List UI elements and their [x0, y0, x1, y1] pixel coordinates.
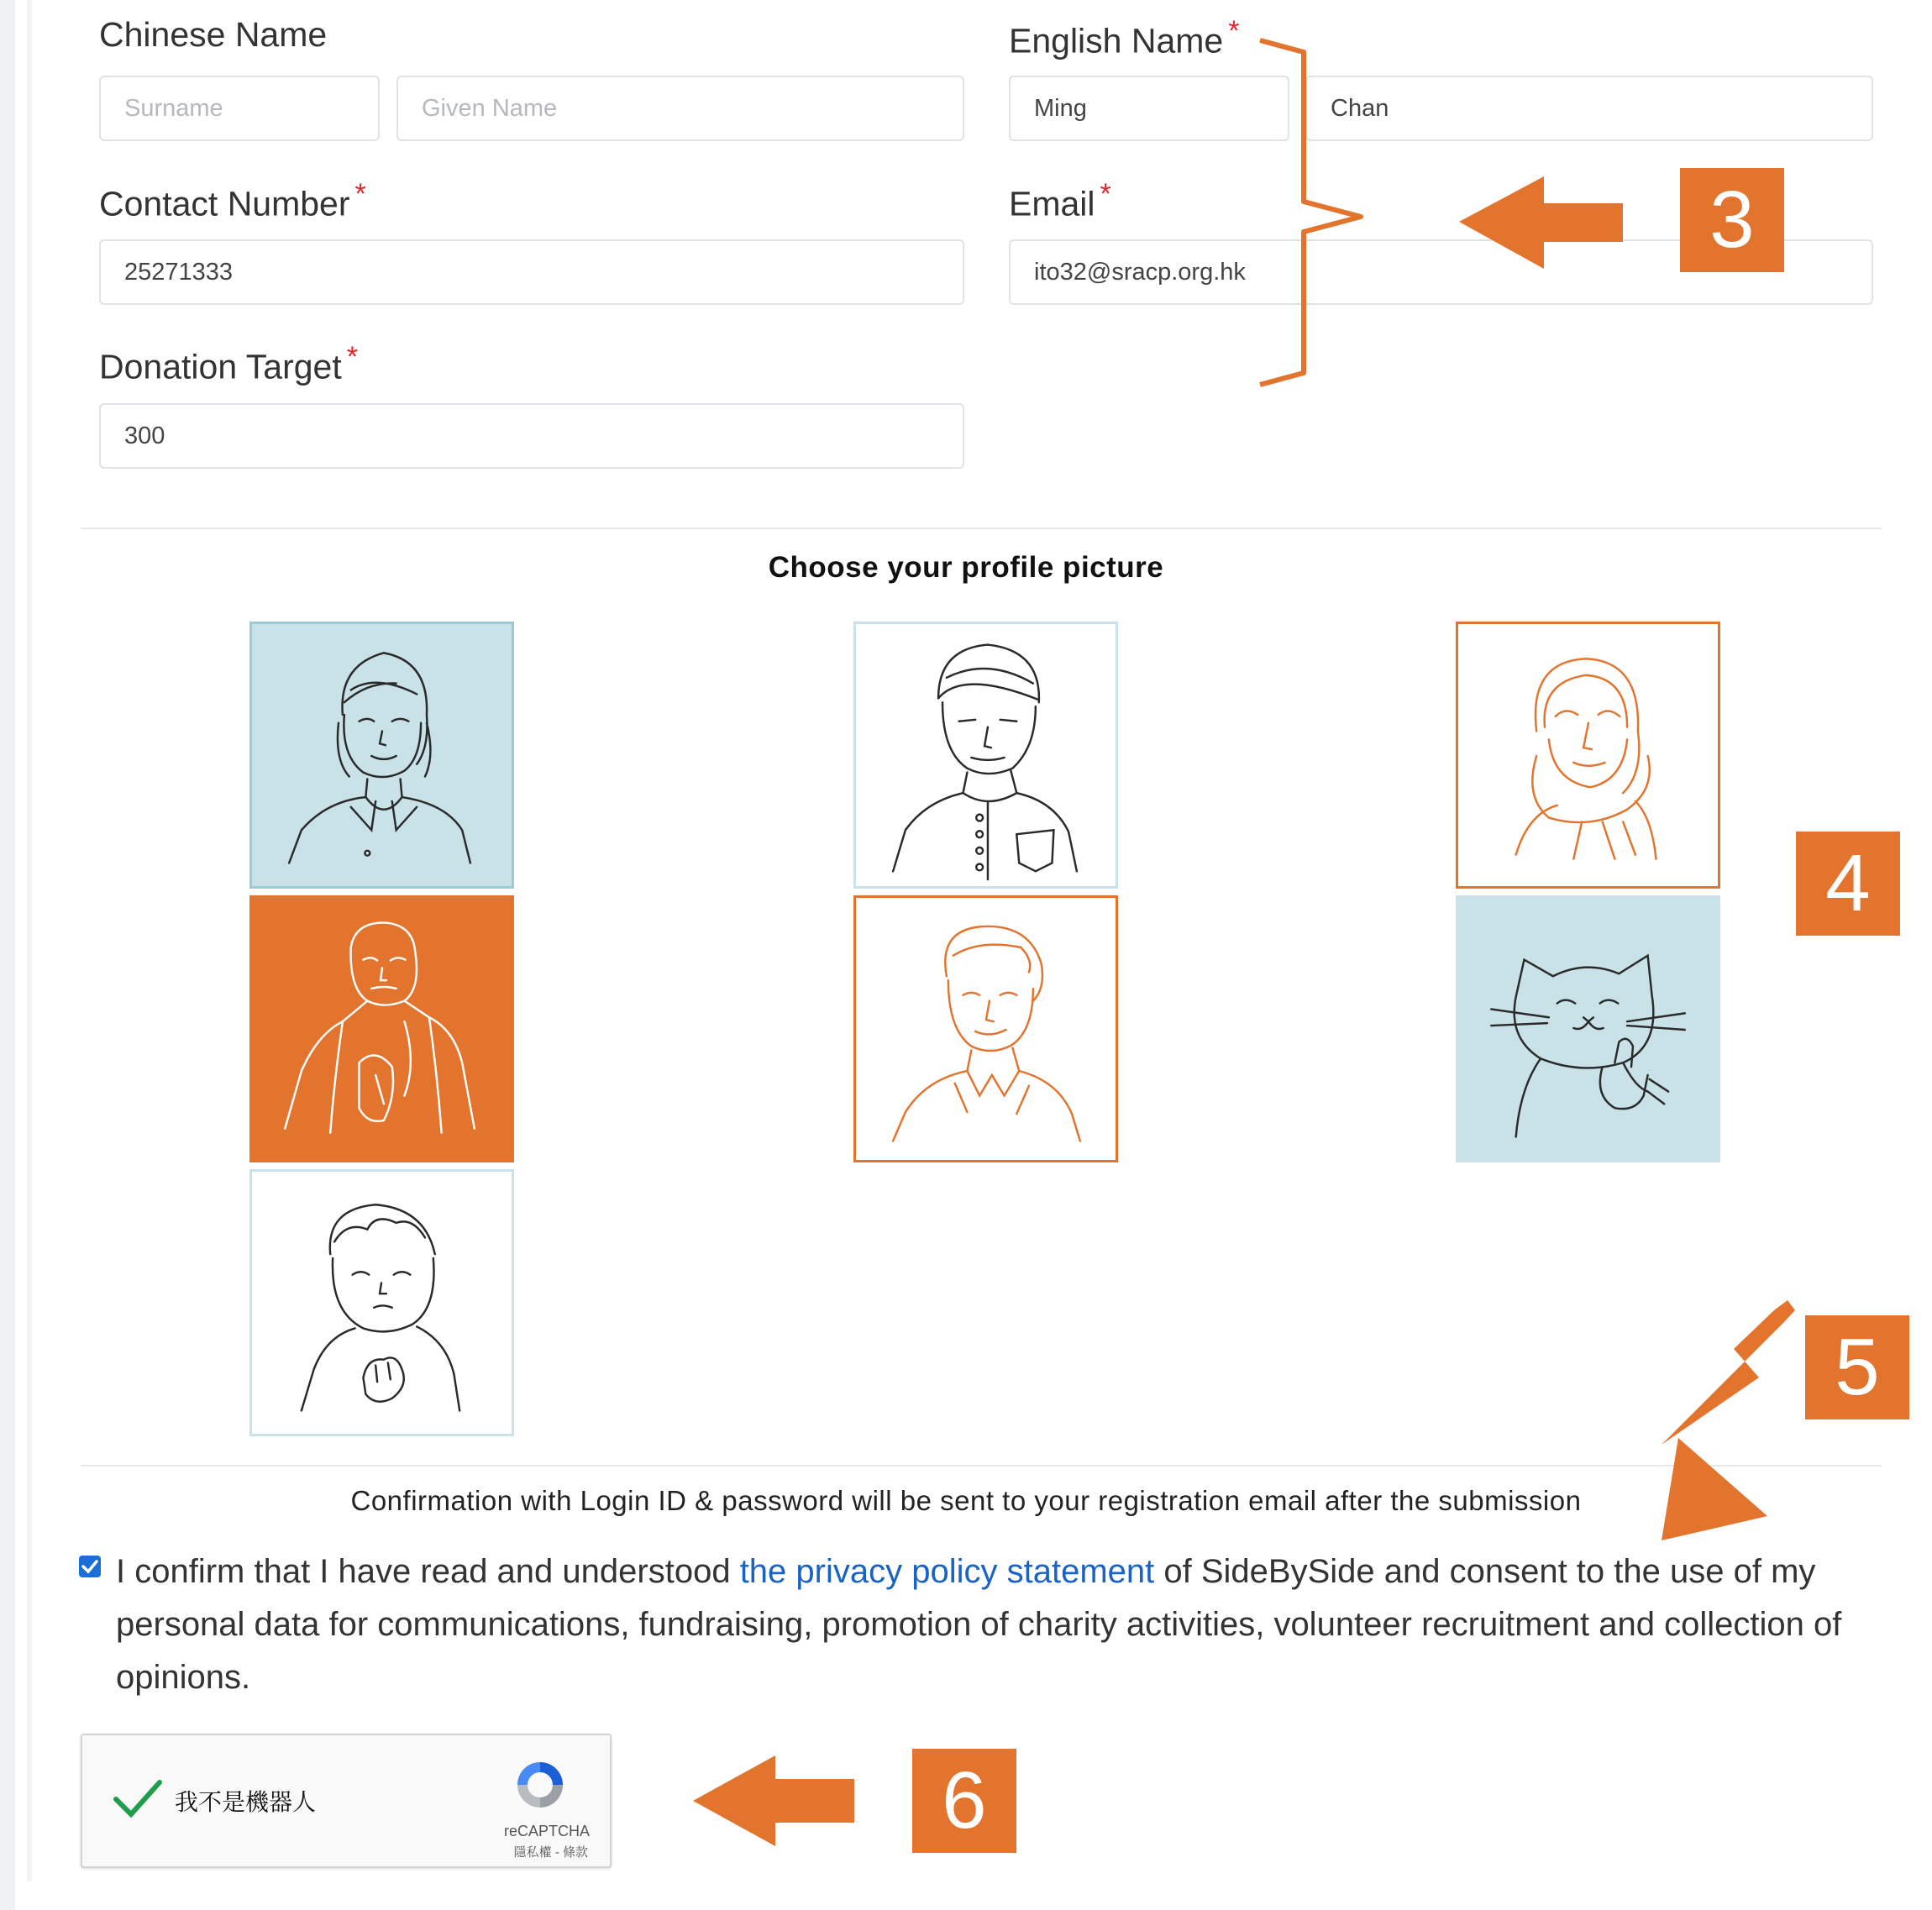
- step-badge-3: 3: [1680, 168, 1784, 272]
- required-asterisk: *: [1100, 178, 1111, 210]
- avatar-option-baby[interactable]: [249, 1169, 514, 1436]
- checkmark-icon: [79, 1556, 101, 1577]
- page-left-divider: [27, 0, 32, 1881]
- page-left-edge: [0, 0, 15, 1910]
- avatar-option-elderly-man[interactable]: [249, 895, 514, 1162]
- chinese-surname-input[interactable]: [99, 76, 380, 141]
- avatar-option-young-man[interactable]: [853, 895, 1118, 1162]
- elderly-man-portrait-icon: [252, 898, 512, 1160]
- consent-checkbox[interactable]: [79, 1556, 101, 1577]
- privacy-policy-link[interactable]: the privacy policy statement: [739, 1553, 1155, 1590]
- contact-number-label: Contact Number *: [99, 178, 366, 223]
- recaptcha-terms-link[interactable]: 隱私權 - 條款: [513, 1845, 588, 1860]
- avatar-option-cat[interactable]: [1456, 895, 1720, 1162]
- recaptcha-logo-icon: [511, 1755, 570, 1814]
- woman-hijab-portrait-icon: [1458, 624, 1718, 886]
- step-badge-6: 6: [912, 1749, 1016, 1853]
- donation-target-label: Donation Target *: [99, 341, 358, 386]
- arrow-left-annotation: [693, 1755, 854, 1846]
- girl-portrait-icon: [252, 624, 512, 886]
- arrow-diagonal-annotation: [1662, 1300, 1795, 1445]
- email-label: Email *: [1009, 178, 1111, 223]
- recaptcha-widget[interactable]: [81, 1734, 612, 1868]
- confirmation-note: Confirmation with Login ID & password will be sent to your registration email after the submission: [350, 1485, 1582, 1516]
- man-turban-portrait-icon: [856, 624, 1116, 886]
- recaptcha-brand: reCAPTCHA: [503, 1823, 590, 1839]
- recaptcha-label: 我不是機器人: [175, 1789, 317, 1815]
- avatar-option-girl[interactable]: [249, 622, 514, 889]
- step-badge-4: 4: [1796, 832, 1900, 936]
- english-name-label: English Name *: [1009, 15, 1240, 60]
- cat-thumbs-up-icon: [1458, 898, 1718, 1160]
- contact-number-input[interactable]: [99, 239, 964, 305]
- young-man-portrait-icon: [856, 898, 1116, 1160]
- section-divider: [81, 527, 1882, 529]
- chinese-given-name-input[interactable]: [396, 76, 964, 141]
- donation-target-input[interactable]: [99, 403, 964, 469]
- english-last-name-input[interactable]: [1305, 76, 1873, 141]
- section-divider: [81, 1465, 1882, 1467]
- required-asterisk: *: [354, 178, 366, 210]
- step-badge-5: 5: [1805, 1315, 1909, 1419]
- profile-picture-title: Choose your profile picture: [768, 551, 1164, 584]
- checkmark-icon: [113, 1777, 163, 1819]
- baby-portrait-icon: [252, 1172, 512, 1434]
- avatar-option-man-turban[interactable]: [853, 622, 1118, 889]
- required-asterisk: *: [1228, 15, 1240, 47]
- english-first-name-input[interactable]: [1009, 76, 1289, 141]
- consent-statement: I confirm that I have read and understood the privacy policy statement of SideBySide and consent to the use of my personal data for communications, fundraising, promotion of charity activities, volunteer recruitment and collection of opinions.: [116, 1553, 1842, 1696]
- required-asterisk: *: [346, 341, 358, 373]
- avatar-option-woman-hijab[interactable]: [1456, 622, 1720, 889]
- chinese-name-label: Chinese Name: [99, 15, 328, 54]
